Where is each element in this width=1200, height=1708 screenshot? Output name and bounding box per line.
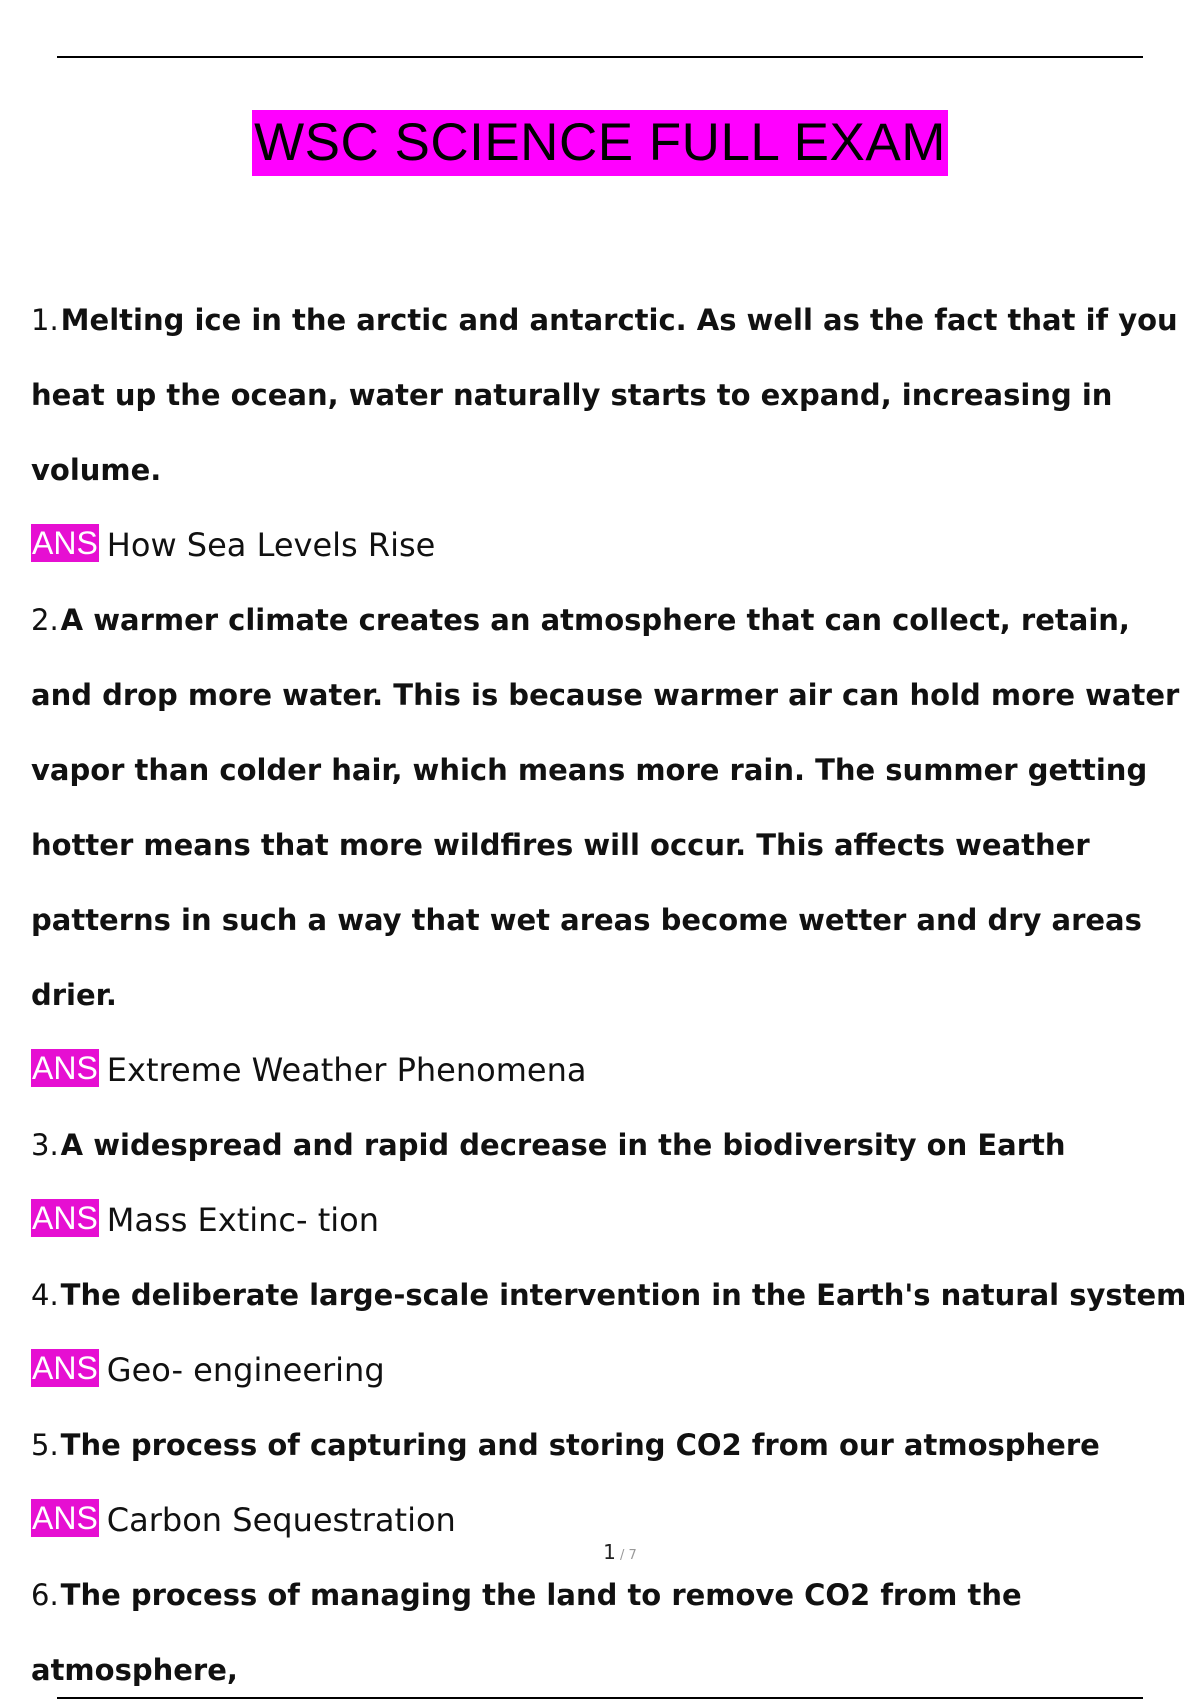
document-title: WSC SCIENCE FULL EXAM (252, 110, 948, 176)
answer-3 (31, 1183, 1191, 1258)
ans-tag: ANS (32, 525, 98, 561)
question-2 (31, 583, 1191, 1033)
question-4 (31, 1258, 1191, 1333)
page-separator: / (615, 1548, 629, 1563)
answer-text: Geo- engineering (106, 1351, 385, 1389)
question-text: Melting ice in the arctic and antarctic. As well as the fact that if you heat up the ocean, water naturally starts to expand, increasing in volume. (31, 303, 1178, 487)
question-text: A warmer climate creates an atmosphere that can collect, retain, and drop more water. This is because warmer air can hold more water vapor than colder hair, which means more rain. The summer getting hotter means that more wildfires will occur. This affects weather patterns in such a way that wet areas become wetter and dry areas drier. (31, 603, 1180, 1012)
answer-1 (31, 508, 1191, 583)
answer-text: Carbon Sequestration (106, 1501, 456, 1539)
ans-tag: ANS (32, 1350, 98, 1386)
title-container (0, 110, 1200, 176)
question-6 (31, 1558, 1191, 1708)
total-pages: 7 (628, 1548, 637, 1563)
page-indicator (0, 1540, 1200, 1564)
question-number: 3. (31, 1128, 59, 1162)
ans-tag: ANS (32, 1050, 98, 1086)
question-number: 5. (31, 1428, 59, 1462)
question-number: 2. (31, 603, 59, 637)
question-3 (31, 1108, 1191, 1183)
ans-tag: ANS (32, 1500, 98, 1536)
question-text: The process of managing the land to remove CO2 from the atmosphere, (31, 1578, 1022, 1687)
question-text: A widespread and rapid decrease in the biodiversity on Earth (60, 1128, 1066, 1162)
question-number: 1. (31, 303, 59, 337)
answer-4 (31, 1333, 1191, 1408)
question-number: 6. (31, 1578, 59, 1612)
answer-text: How Sea Levels Rise (106, 526, 436, 564)
answer-text: Mass Extinc- tion (106, 1201, 380, 1239)
current-page: 1 (603, 1540, 616, 1564)
question-5 (31, 1408, 1191, 1483)
question-list (31, 283, 1191, 1708)
ans-tag: ANS (32, 1200, 98, 1236)
answer-2 (31, 1033, 1191, 1108)
answer-text: Extreme Weather Phenomena (106, 1051, 587, 1089)
question-text: The process of capturing and storing CO2 from our atmosphere (60, 1428, 1100, 1462)
question-1 (31, 283, 1191, 508)
question-number: 4. (31, 1278, 59, 1312)
question-text: The deliberate large-scale intervention in the Earth's natural system (60, 1278, 1187, 1312)
bottom-rule (57, 1697, 1143, 1699)
top-rule (57, 56, 1143, 58)
